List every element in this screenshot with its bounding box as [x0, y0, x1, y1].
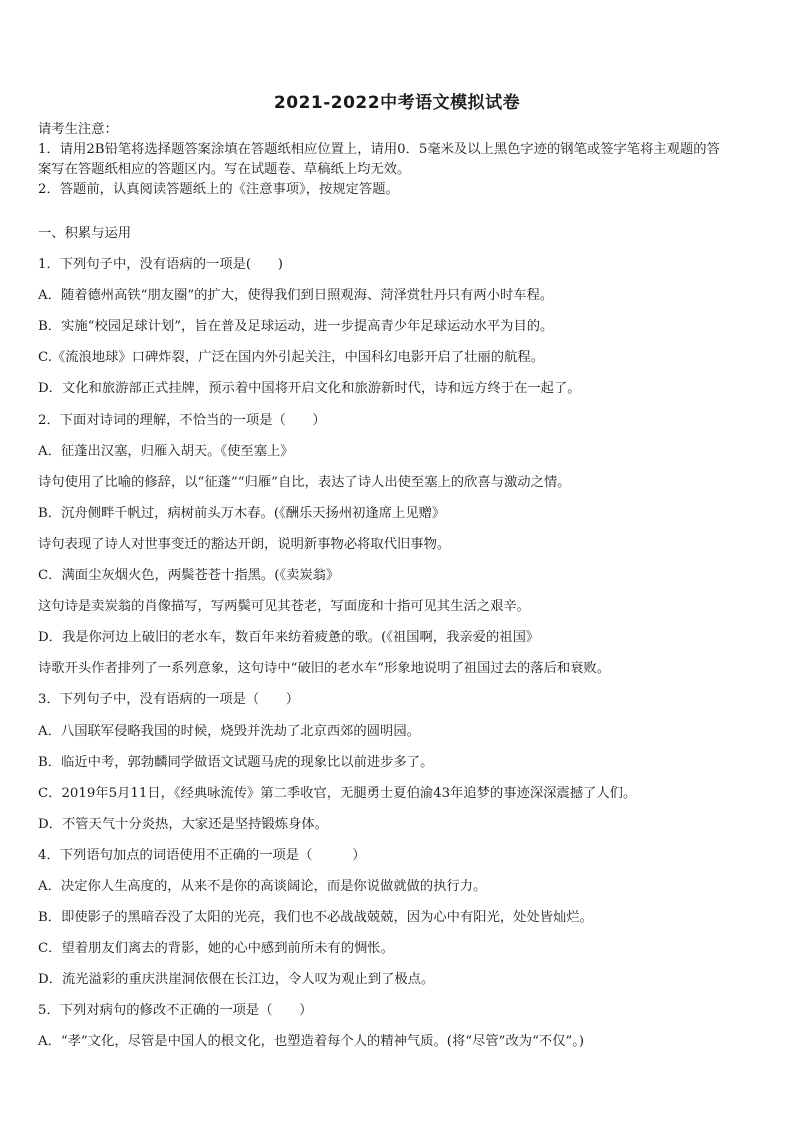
answer-option: A．决定你人生高度的，从来不是你的高谈阔论，而是你说做就做的执行力。: [38, 878, 487, 894]
option-explanation: 诗歌开头作者排列了一系列意象，这句诗中“破旧的老水车”形象地说明了祖国过去的落后和衰败。: [38, 661, 611, 677]
answer-option: A．征蓬出汉塞，归雁入胡天。《使至塞上》: [38, 443, 294, 459]
question-stem: 1．下列句子中，没有语病的一项是( ): [38, 257, 283, 273]
answer-option: D．流光溢彩的重庆洪崖洞依偎在长江边，令人叹为观止到了极点。: [38, 972, 435, 988]
answer-option: D．我是你河边上破旧的老水车，数百年来纺着疲惫的歌。(《祖国啊，我亲爱的祖国》: [38, 630, 540, 646]
section-heading: 一、积累与运用: [38, 226, 132, 241]
answer-option: A．八国联军侵略我国的时候，烧毁并洗劫了北京西郊的圆明园。: [38, 723, 420, 739]
notice-block: [38, 120, 764, 200]
notice-line: 1．请用2B铅笔将选择题答案涂填在答题纸相应位置上，请用0．5毫米及以上黑色字迹的钢笔或签字笔将主观题的答: [38, 142, 720, 157]
notice-line: 案写在答题纸相应的答题区内。写在试题卷、草稿纸上均无效。: [38, 162, 411, 177]
option-explanation: 诗句使用了比喻的修辞，以“征蓬”“归雁”自比，表达了诗人出使至塞上的欣喜与激动之情。: [38, 474, 571, 490]
answer-option: C．满面尘灰烟火色，两鬓苍苍十指黑。(《卖炭翁》: [38, 568, 340, 584]
page-title: 2021-2022中考语文模拟试卷: [273, 93, 521, 113]
answer-option: B．实施“校园足球计划”，旨在普及足球运动，进一步提高青少年足球运动水平为目的。: [38, 319, 554, 335]
question-stem: 3．下列句子中，没有语病的一项是（ ）: [38, 692, 300, 708]
questions-block: [38, 224, 764, 1064]
answer-option: C.《流浪地球》口碑炸裂，广泛在国内外引起关注，中国科幻电影开启了壮丽的航程。: [38, 350, 544, 366]
option-explanation: 这句诗是卖炭翁的肖像描写，写两鬓可见其苍老，写面庞和十指可见其生活之艰辛。: [38, 599, 530, 615]
answer-option: D．不管天气十分炎热，大家还是坚持锻炼身体。: [38, 816, 328, 832]
question-stem: 2．下面对诗词的理解，不恰当的一项是（ ）: [38, 412, 326, 428]
notice-heading: 请考生注意：: [38, 122, 118, 137]
answer-option: B．即使影子的黑暗吞没了太阳的光亮，我们也不必战战兢兢，因为心中有阳光，处处皆灿烂。: [38, 910, 593, 926]
question-stem: 5．下列对病句的修改不正确的一项是（ ）: [38, 1003, 313, 1019]
answer-option: A．随着德州高铁“朋友圈”的扩大，使得我们到日照观海、菏泽赏牡丹只有两小时车程。: [38, 288, 554, 304]
answer-option: B．临近中考，郭勃麟同学做语文试题马虎的现象比以前进步多了。: [38, 754, 434, 770]
question-stem: 4．下列语句加点的词语使用不正确的一项是（ ）: [38, 847, 366, 863]
option-explanation: 诗句表现了诗人对世事变迁的豁达开朗，说明新事物必将取代旧事物。: [38, 536, 451, 552]
answer-option: B．沉舟侧畔千帆过，病树前头万木春。(《酬乐天扬州初逢席上见赠》: [38, 505, 446, 521]
answer-option: C．望着朋友们离去的背影，她的心中感到前所未有的惆怅。: [38, 941, 394, 957]
answer-option: C．2019年5月11日，《经典咏流传》第二季收官，无腿勇士夏伯渝43年追梦的事迹深深震撼了人们。: [38, 785, 637, 801]
answer-option: A．“孝”文化，尽管是中国人的根文化，也塑造着每个人的精神气质。(将“尽管”改为“不仅”。): [38, 1034, 585, 1050]
answer-option: D．文化和旅游部正式挂牌，预示着中国将开启文化和旅游新时代，诗和远方终于在一起了。: [38, 381, 581, 397]
notice-line: 2．答题前，认真阅读答题纸上的《注意事项》，按规定答题。: [38, 182, 399, 197]
